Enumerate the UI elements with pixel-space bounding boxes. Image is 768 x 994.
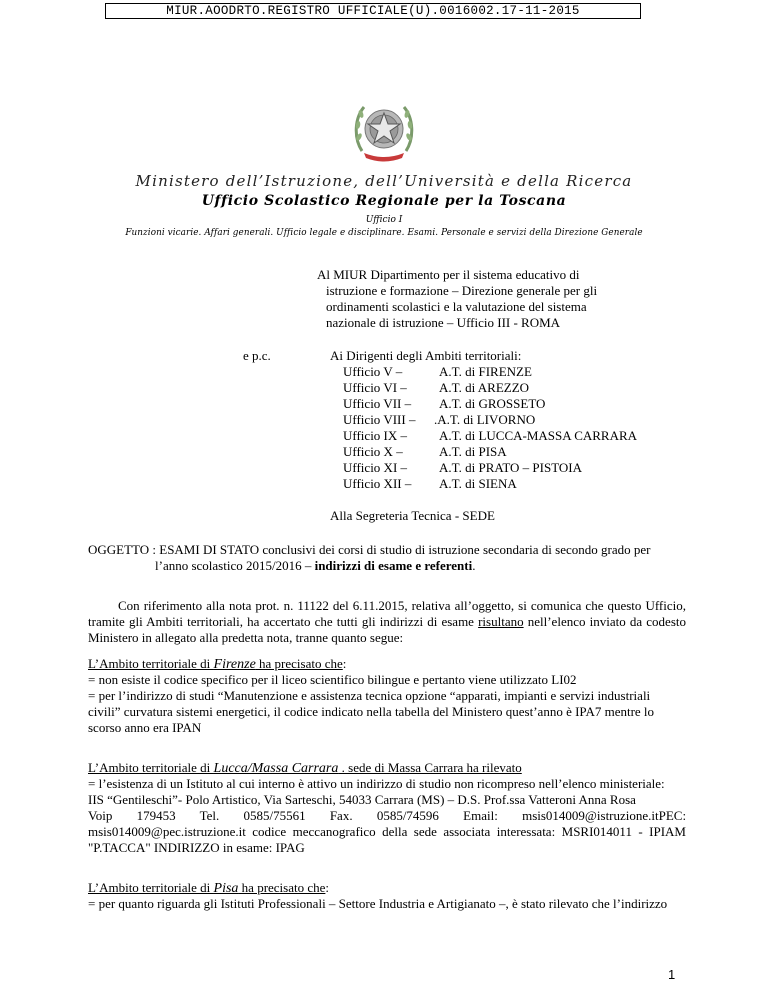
recipient-line: nazionale di istruzione – Ufficio III - ROMA [326,315,561,330]
italian-republic-emblem-icon [350,97,418,165]
subject-line: l’anno scolastico 2015/2016 – indirizzi di esame e referenti. [155,558,476,573]
page-number: 1 [668,967,676,982]
firenze-line: scorso anno era IPAN [88,720,202,735]
office-name: Ufficio Scolastico Regionale per la Toscana [201,193,567,209]
firenze-line: = per l’indirizzo di studi “Manutenzione e assistenza tecnica opzione “apparati, impianti e servizi industriali [88,688,651,703]
pisa-heading: L’Ambito territoriale di Pisa ha precisato che: [88,880,330,896]
subject-highlight: indirizzi di esame e referenti [314,558,473,573]
protocol-stamp: MIUR.AOODRTO.REGISTRO UFFICIALE(U).0016002.17-11-2015 [105,3,641,19]
pisa-line: = per quanto riguarda gli Istituti Professionali – Settore Industria e Artigianato –, è stato rilevato che l’indirizzo [88,896,668,911]
segreteria-recipient: Alla Segreteria Tecnica - SEDE [330,508,495,523]
office-at: A.T. di GROSSETO [439,396,546,411]
firenze-line: civili” curvatura sistemi energetici, il codice indicato nella tabella del Ministero quest’anno è IPA7 mentre lo [88,704,655,719]
office-name: Ufficio VI – [343,380,407,395]
office-at: .A.T. di LIVORNO [434,412,536,427]
office-name: Ufficio V – [343,364,403,379]
dirigenti-heading: Ai Dirigenti degli Ambiti territoriali: [330,348,522,363]
office-name: Ufficio VIII – [343,412,416,427]
office-at: A.T. di PRATO – PISTOIA [439,460,583,475]
epc-label: e p.c. [243,348,271,363]
office-at: A.T. di SIENA [439,476,517,491]
subject-line: OGGETTO : ESAMI DI STATO conclusivi dei corsi di studio di istruzione secondaria di secondo grado per [88,542,651,557]
office-name: Ufficio VII – [343,396,412,411]
firenze-line: = non esiste il codice specifico per il liceo scientifico bilingue e pertanto viene utilizzato LI02 [88,672,577,687]
office-functions: Funzioni vicarie. Affari generali. Ufficio legale e disciplinare. Esami. Personale e servizi della Direzione Generale [125,228,643,238]
office-name: Ufficio X – [343,444,403,459]
office-name: Ufficio IX – [343,428,408,443]
office-at: A.T. di LUCCA-MASSA CARRARA [439,428,638,443]
lucca-contact-line: Voip 179453 Tel. 0585/75561 Fax. 0585/74596 Email: msis014009@istruzione.itPEC: msis014009@pec.istruzione.it codice meccanografico della sede associata interessata: MSRI014011 - IPIAM [88,808,687,839]
recipient-line: Al MIUR Dipartimento per il sistema educativo di [317,267,580,282]
firenze-heading: L’Ambito territoriale di Firenze ha precisato che: [88,656,347,672]
lucca-heading: L’Ambito territoriale di Lucca/Massa Carrara . sede di Massa Carrara ha rilevato [88,760,522,776]
office-at: A.T. di FIRENZE [439,364,532,379]
office-name: Ufficio XII – [343,476,412,491]
office-at: A.T. di PISA [439,444,507,459]
recipient-line: ordinamenti scolastici e la valutazione del sistema [326,299,587,314]
recipient-line: istruzione e formazione – Direzione generale per gli [326,283,598,298]
lucca-line: IIS “Gentileschi”- Polo Artistico, Via Sarteschi, 54033 Carrara (MS) – D.S. Prof.ssa Vatteroni Anna Rosa [88,792,636,807]
lucca-line: = l’esistenza di un Istituto al cui interno è attivo un indirizzo di studio non ricompreso nell’elenco ministeriale: [88,776,665,791]
lucca-line: "P.TACCA" INDIRIZZO in esame: IPAG [88,840,305,855]
office-name: Ufficio XI – [343,460,408,475]
office-division: Ufficio I [365,215,403,225]
ministry-name: Ministero dell’Istruzione, dell’Università e della Ricerca [135,172,633,190]
intro-paragraph: Con riferimento alla nota prot. n. 11122 del 6.11.2015, relativa all’oggetto, si comunica che questo Ufficio, tramite gli Ambiti territoriali, ha accertato che tutti gli indirizzi di esame risultano nell’elenco inviato da codesto Ministero in allegato alla predetta nota, tranne quanto segue: [88,598,686,645]
office-at: A.T. di AREZZO [439,380,530,395]
